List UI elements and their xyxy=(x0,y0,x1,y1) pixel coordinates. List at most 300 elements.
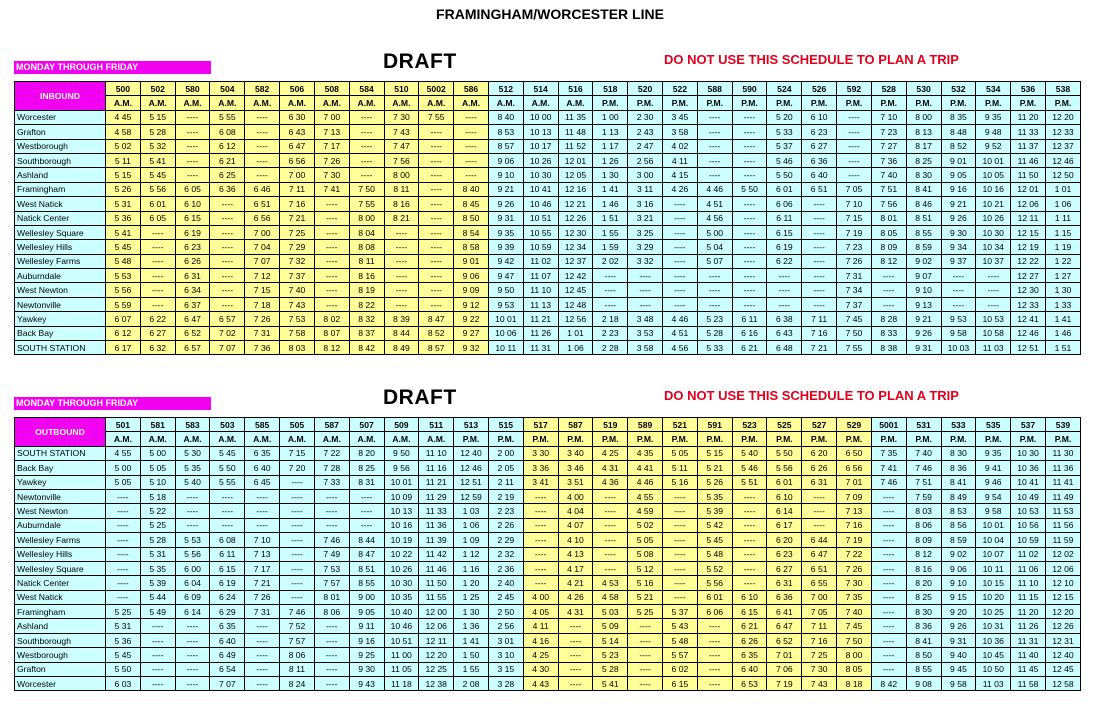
time-cell: 7 30 xyxy=(314,168,349,182)
time-cell: 7 04 xyxy=(245,240,280,254)
time-cell: ---- xyxy=(697,283,732,297)
time-cell: 6 35 xyxy=(210,619,245,633)
time-cell: 10 53 xyxy=(976,312,1011,326)
time-cell: 10 30 xyxy=(523,168,558,182)
time-cell: 5 50 xyxy=(106,662,141,676)
time-cell: 4 31 xyxy=(558,605,593,619)
time-cell: 8 41 xyxy=(941,475,976,489)
time-cell: 8 09 xyxy=(871,240,906,254)
time-cell: ---- xyxy=(732,125,767,139)
time-cell: 6 47 xyxy=(280,139,315,153)
time-cell: 11 02 xyxy=(523,254,558,268)
time-cell: 8 09 xyxy=(906,533,941,547)
time-cell: 7 13 xyxy=(837,504,872,518)
time-cell: 10 13 xyxy=(523,125,558,139)
time-cell: ---- xyxy=(732,518,767,532)
train-number: 536 xyxy=(1011,82,1046,96)
train-number: 518 xyxy=(593,82,628,96)
time-cell: ---- xyxy=(419,182,454,196)
time-cell: 8 50 xyxy=(906,648,941,662)
time-cell: 7 55 xyxy=(419,110,454,124)
time-cell: 11 40 xyxy=(1011,648,1046,662)
time-cell: 5 31 xyxy=(140,547,175,561)
time-cell: 10 26 xyxy=(976,211,1011,225)
time-cell: ---- xyxy=(314,225,349,239)
time-cell: 10 13 xyxy=(384,504,419,518)
time-cell: 2 30 xyxy=(628,110,663,124)
time-cell: 12 11 xyxy=(1011,211,1046,225)
time-cell: 9 35 xyxy=(976,110,1011,124)
time-cell: 12 01 xyxy=(1011,182,1046,196)
time-cell: 8 28 xyxy=(871,312,906,326)
time-cell: 5 45 xyxy=(140,168,175,182)
time-cell: ---- xyxy=(837,139,872,153)
time-cell: 11 41 xyxy=(1045,475,1080,489)
time-cell: 2 28 xyxy=(593,341,628,355)
time-cell: 8 40 xyxy=(488,110,523,124)
table-row xyxy=(15,139,1081,153)
time-cell: 9 30 xyxy=(941,225,976,239)
time-cell: 5 55 xyxy=(210,110,245,124)
time-cell: ---- xyxy=(558,619,593,633)
time-cell: ---- xyxy=(314,283,349,297)
time-cell: 6 10 xyxy=(732,590,767,604)
time-cell: 8 07 xyxy=(314,326,349,340)
time-cell: ---- xyxy=(871,662,906,676)
time-cell: 11 30 xyxy=(1045,446,1080,460)
period-label: A.M. xyxy=(175,96,210,110)
table-row xyxy=(15,254,1081,268)
time-cell: 6 26 xyxy=(732,633,767,647)
time-cell: 6 14 xyxy=(767,504,802,518)
time-cell: 7 28 xyxy=(314,461,349,475)
time-cell: 5 26 xyxy=(106,182,141,196)
time-cell: ---- xyxy=(871,561,906,575)
time-cell: ---- xyxy=(871,489,906,503)
time-cell: ---- xyxy=(419,197,454,211)
time-cell: ---- xyxy=(593,561,628,575)
time-cell: ---- xyxy=(697,153,732,167)
time-cell: 12 50 xyxy=(1045,168,1080,182)
time-cell: ---- xyxy=(349,518,384,532)
time-cell: 8 33 xyxy=(871,326,906,340)
table-row xyxy=(15,504,1081,518)
time-cell: 11 46 xyxy=(1011,153,1046,167)
time-cell: ---- xyxy=(280,533,315,547)
station-name: Newtonville xyxy=(15,489,106,503)
time-cell: 7 32 xyxy=(280,254,315,268)
outbound-train-number-row xyxy=(15,418,1081,432)
time-cell: 5 18 xyxy=(140,489,175,503)
time-cell: ---- xyxy=(663,504,698,518)
time-cell: 6 43 xyxy=(280,125,315,139)
time-cell: ---- xyxy=(280,518,315,532)
time-cell: 4 51 xyxy=(697,197,732,211)
time-cell: 8 11 xyxy=(349,254,384,268)
time-cell: ---- xyxy=(210,504,245,518)
time-cell: 8 05 xyxy=(837,662,872,676)
time-cell: 5 05 xyxy=(628,533,663,547)
time-cell: 2 18 xyxy=(593,312,628,326)
time-cell: 1 33 xyxy=(1045,297,1080,311)
time-cell: 4 25 xyxy=(593,446,628,460)
time-cell: 4 45 xyxy=(106,110,141,124)
period-label: A.M. xyxy=(314,432,349,446)
time-cell: ---- xyxy=(349,168,384,182)
train-number: 521 xyxy=(663,418,698,432)
time-cell: 8 40 xyxy=(454,182,489,196)
time-cell: 5 28 xyxy=(140,533,175,547)
time-cell: 5 25 xyxy=(628,605,663,619)
table-row xyxy=(15,197,1081,211)
time-cell: 7 41 xyxy=(871,461,906,475)
time-cell: 7 16 xyxy=(280,197,315,211)
time-cell: 10 49 xyxy=(1011,489,1046,503)
time-cell: 10 05 xyxy=(976,168,1011,182)
time-cell: ---- xyxy=(628,269,663,283)
time-cell: 12 15 xyxy=(1011,225,1046,239)
period-label: P.M. xyxy=(1045,96,1080,110)
time-cell: 7 17 xyxy=(245,561,280,575)
time-cell: 7 55 xyxy=(349,197,384,211)
time-cell: 7 00 xyxy=(314,110,349,124)
time-cell: 1 11 xyxy=(1045,211,1080,225)
time-cell: ---- xyxy=(558,633,593,647)
period-label: A.M. xyxy=(349,432,384,446)
time-cell: ---- xyxy=(663,225,698,239)
time-cell: 5 53 xyxy=(175,533,210,547)
time-cell: ---- xyxy=(140,283,175,297)
time-cell: 6 57 xyxy=(175,341,210,355)
time-cell: ---- xyxy=(280,576,315,590)
time-cell: 6 32 xyxy=(140,341,175,355)
time-cell: 12 38 xyxy=(419,677,454,691)
time-cell: 1 19 xyxy=(1045,240,1080,254)
time-cell: ---- xyxy=(871,605,906,619)
time-cell: 6 51 xyxy=(802,561,837,575)
time-cell: 8 42 xyxy=(871,677,906,691)
time-cell: ---- xyxy=(732,504,767,518)
time-cell: ---- xyxy=(384,297,419,311)
time-cell: 1 51 xyxy=(1045,341,1080,355)
time-cell: ---- xyxy=(245,139,280,153)
period-label: A.M. xyxy=(245,96,280,110)
time-cell: ---- xyxy=(697,269,732,283)
time-cell: 10 30 xyxy=(1011,446,1046,460)
time-cell: ---- xyxy=(314,269,349,283)
time-cell: 10 00 xyxy=(523,110,558,124)
train-number: 533 xyxy=(941,418,976,432)
time-cell: 8 19 xyxy=(349,283,384,297)
time-cell: ---- xyxy=(140,633,175,647)
time-cell: 6 09 xyxy=(175,590,210,604)
time-cell: 1 41 xyxy=(1045,312,1080,326)
period-label: P.M. xyxy=(871,96,906,110)
time-cell: ---- xyxy=(871,518,906,532)
time-cell: 5 45 xyxy=(210,446,245,460)
station-name: SOUTH STATION xyxy=(15,341,106,355)
time-cell: 8 36 xyxy=(941,461,976,475)
time-cell: 12 33 xyxy=(1011,297,1046,311)
time-cell: 12 25 xyxy=(419,662,454,676)
time-cell: 7 46 xyxy=(906,461,941,475)
time-cell: ---- xyxy=(175,489,210,503)
time-cell: 8 54 xyxy=(454,225,489,239)
time-cell: ---- xyxy=(767,269,802,283)
train-number: 589 xyxy=(628,418,663,432)
period-label: P.M. xyxy=(488,432,523,446)
train-number: 510 xyxy=(384,82,419,96)
train-number: 5002 xyxy=(419,82,454,96)
time-cell: 9 48 xyxy=(976,125,1011,139)
time-cell: 11 31 xyxy=(523,341,558,355)
time-cell: 8 53 xyxy=(488,125,523,139)
time-cell: 11 58 xyxy=(1011,677,1046,691)
time-cell: 5 59 xyxy=(106,297,141,311)
time-cell: 7 45 xyxy=(837,312,872,326)
time-cell: ---- xyxy=(349,504,384,518)
time-cell: 6 40 xyxy=(802,168,837,182)
time-cell: 7 31 xyxy=(837,269,872,283)
time-cell: 7 57 xyxy=(280,633,315,647)
time-cell: 2 36 xyxy=(488,561,523,575)
time-cell: 11 50 xyxy=(1011,168,1046,182)
period-label: A.M. xyxy=(384,432,419,446)
time-cell: 8 11 xyxy=(280,662,315,676)
time-cell: 8 00 xyxy=(837,648,872,662)
inbound-service-day-label: MONDAY THROUGH FRIDAY xyxy=(14,61,211,74)
time-cell: 7 17 xyxy=(314,139,349,153)
page-title: FRAMINGHAM/WORCESTER LINE xyxy=(436,6,664,22)
period-label: P.M. xyxy=(871,432,906,446)
time-cell: 8 02 xyxy=(314,312,349,326)
station-name: Yawkey xyxy=(15,475,106,489)
time-cell: 3 48 xyxy=(628,312,663,326)
time-cell: 10 59 xyxy=(1011,533,1046,547)
time-cell: 5 11 xyxy=(106,153,141,167)
time-cell: ---- xyxy=(106,561,141,575)
time-cell: 8 39 xyxy=(384,312,419,326)
time-cell: 4 21 xyxy=(558,576,593,590)
time-cell: ---- xyxy=(697,662,732,676)
time-cell: 9 35 xyxy=(488,225,523,239)
time-cell: 7 19 xyxy=(767,677,802,691)
time-cell: ---- xyxy=(140,240,175,254)
time-cell: ---- xyxy=(976,283,1011,297)
time-cell: 5 32 xyxy=(140,139,175,153)
time-cell: 2 45 xyxy=(488,590,523,604)
time-cell: ---- xyxy=(314,254,349,268)
time-cell: ---- xyxy=(175,168,210,182)
time-cell: ---- xyxy=(106,504,141,518)
time-cell: 6 49 xyxy=(210,648,245,662)
time-cell: 11 36 xyxy=(419,518,454,532)
time-cell: ---- xyxy=(454,125,489,139)
time-cell: 8 53 xyxy=(941,504,976,518)
time-cell: 6 21 xyxy=(732,619,767,633)
station-name: West Newton xyxy=(15,504,106,518)
time-cell: ---- xyxy=(732,225,767,239)
time-cell: 6 51 xyxy=(245,197,280,211)
time-cell: 6 14 xyxy=(175,605,210,619)
time-cell: ---- xyxy=(314,633,349,647)
time-cell: 7 13 xyxy=(245,547,280,561)
time-cell: ---- xyxy=(140,619,175,633)
time-cell: 8 59 xyxy=(906,240,941,254)
time-cell: 11 53 xyxy=(1045,504,1080,518)
time-cell: 7 11 xyxy=(280,182,315,196)
time-cell: ---- xyxy=(732,110,767,124)
time-cell: 12 42 xyxy=(558,269,593,283)
time-cell: ---- xyxy=(314,677,349,691)
time-cell: 6 23 xyxy=(175,240,210,254)
time-cell: ---- xyxy=(314,518,349,532)
time-cell: 1 46 xyxy=(1045,326,1080,340)
time-cell: 1 36 xyxy=(454,619,489,633)
time-cell: 4 46 xyxy=(663,312,698,326)
time-cell: ---- xyxy=(314,240,349,254)
time-cell: 1 01 xyxy=(1045,182,1080,196)
time-cell: 7 53 xyxy=(314,561,349,575)
time-cell: 6 26 xyxy=(802,461,837,475)
train-number: 590 xyxy=(732,82,767,96)
time-cell: 8 44 xyxy=(349,533,384,547)
time-cell: 5 23 xyxy=(593,648,628,662)
time-cell: 8 05 xyxy=(871,225,906,239)
time-cell: ---- xyxy=(175,662,210,676)
time-cell: 9 01 xyxy=(941,153,976,167)
time-cell: 9 12 xyxy=(454,297,489,311)
time-cell: 8 48 xyxy=(941,125,976,139)
time-cell: 1 30 xyxy=(454,605,489,619)
time-cell: 7 05 xyxy=(802,605,837,619)
time-cell: 10 16 xyxy=(976,182,1011,196)
time-cell: 6 03 xyxy=(106,677,141,691)
train-number: 516 xyxy=(558,82,593,96)
time-cell: 5 40 xyxy=(732,446,767,460)
time-cell: 8 08 xyxy=(349,240,384,254)
train-number: 528 xyxy=(871,82,906,96)
time-cell: 7 01 xyxy=(837,475,872,489)
time-cell: 9 53 xyxy=(488,297,523,311)
time-cell: 8 36 xyxy=(906,619,941,633)
station-name: West Natick xyxy=(15,590,106,604)
time-cell: 5 36 xyxy=(106,633,141,647)
time-cell: 3 25 xyxy=(628,225,663,239)
time-cell: 8 11 xyxy=(384,182,419,196)
time-cell: ---- xyxy=(732,269,767,283)
inbound-draft-heading: DRAFT xyxy=(383,50,457,73)
time-cell: 4 00 xyxy=(558,489,593,503)
train-number: 581 xyxy=(140,418,175,432)
time-cell: 11 26 xyxy=(523,326,558,340)
time-cell: 9 01 xyxy=(454,254,489,268)
time-cell: 2 11 xyxy=(488,475,523,489)
time-cell: ---- xyxy=(697,139,732,153)
time-cell: 6 27 xyxy=(802,139,837,153)
time-cell: ---- xyxy=(697,648,732,662)
time-cell: 11 03 xyxy=(976,677,1011,691)
train-number: 532 xyxy=(941,82,976,96)
time-cell: ---- xyxy=(802,518,837,532)
train-number: 538 xyxy=(1045,82,1080,96)
time-cell: 6 23 xyxy=(802,125,837,139)
time-cell: 9 30 xyxy=(349,662,384,676)
time-cell: 11 07 xyxy=(523,269,558,283)
time-cell: 1 12 xyxy=(454,547,489,561)
time-cell: 12 51 xyxy=(1011,341,1046,355)
time-cell: ---- xyxy=(871,269,906,283)
time-cell: 6 15 xyxy=(210,561,245,575)
time-cell: 8 25 xyxy=(906,590,941,604)
time-cell: 7 59 xyxy=(906,489,941,503)
time-cell: 6 27 xyxy=(767,561,802,575)
time-cell: ---- xyxy=(140,648,175,662)
time-cell: 10 56 xyxy=(1011,518,1046,532)
time-cell: 12 15 xyxy=(1045,590,1080,604)
time-cell: 11 20 xyxy=(1011,605,1046,619)
time-cell: 7 45 xyxy=(837,619,872,633)
time-cell: 5 56 xyxy=(106,283,141,297)
time-cell: ---- xyxy=(280,489,315,503)
time-cell: ---- xyxy=(558,648,593,662)
time-cell: 5 53 xyxy=(106,269,141,283)
time-cell: ---- xyxy=(697,168,732,182)
time-cell: 5 26 xyxy=(697,475,732,489)
period-label: A.M. xyxy=(419,96,454,110)
time-cell: 7 19 xyxy=(837,533,872,547)
time-cell: 9 21 xyxy=(941,197,976,211)
time-cell: ---- xyxy=(802,254,837,268)
time-cell: 7 57 xyxy=(314,576,349,590)
time-cell: 7 56 xyxy=(871,197,906,211)
time-cell: 2 02 xyxy=(593,254,628,268)
time-cell: 5 46 xyxy=(732,461,767,475)
time-cell: 3 45 xyxy=(663,110,698,124)
time-cell: 9 39 xyxy=(488,240,523,254)
time-cell: 12 01 xyxy=(558,153,593,167)
outbound-schedule-table xyxy=(14,417,1081,691)
time-cell: 2 23 xyxy=(488,504,523,518)
time-cell: 10 01 xyxy=(384,475,419,489)
train-number: 501 xyxy=(106,418,141,432)
table-row xyxy=(15,576,1081,590)
time-cell: 7 20 xyxy=(280,461,315,475)
time-cell: 9 10 xyxy=(941,576,976,590)
time-cell: ---- xyxy=(349,110,384,124)
time-cell: 1 55 xyxy=(454,662,489,676)
train-number: 519 xyxy=(593,418,628,432)
time-cell: ---- xyxy=(523,576,558,590)
time-cell: 7 15 xyxy=(837,211,872,225)
station-name: Auburndale xyxy=(15,518,106,532)
time-cell: 9 34 xyxy=(941,240,976,254)
time-cell: 8 06 xyxy=(314,605,349,619)
time-cell: ---- xyxy=(419,240,454,254)
train-number: 507 xyxy=(349,418,384,432)
time-cell: 5 05 xyxy=(140,461,175,475)
time-cell: 9 45 xyxy=(941,662,976,676)
time-cell: ---- xyxy=(802,297,837,311)
time-cell: ---- xyxy=(802,269,837,283)
time-cell: 6 30 xyxy=(280,110,315,124)
time-cell: ---- xyxy=(593,297,628,311)
time-cell: 11 46 xyxy=(419,561,454,575)
time-cell: 5 42 xyxy=(697,518,732,532)
time-cell: 6 52 xyxy=(175,326,210,340)
time-cell: 7 26 xyxy=(837,561,872,575)
time-cell: 5 41 xyxy=(140,153,175,167)
